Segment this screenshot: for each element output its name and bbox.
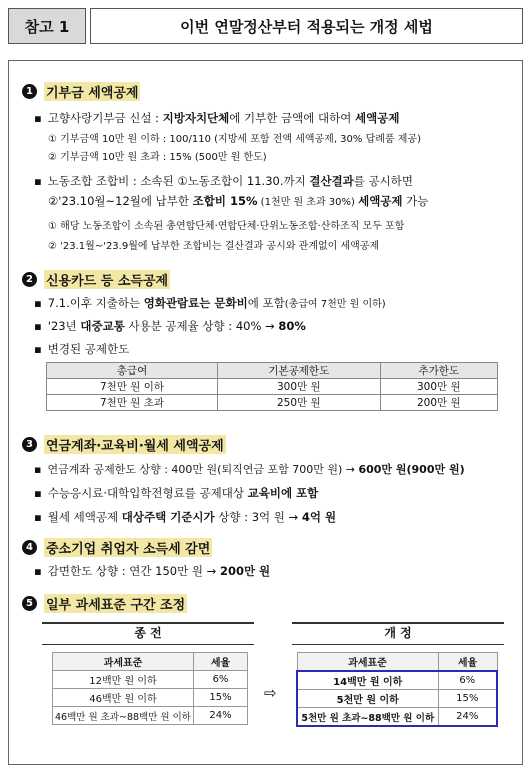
table-row: 46백만 원 초과~88백만 원 이하 24% [53,707,248,725]
sub-item: ① 기부금액 10만 원 이하 : 100/110 (지방세 포함 전액 세액공제, 30% 답례품 제공) [48,134,421,145]
section-4-heading [22,538,212,557]
bullet-union-dues: ▪ 노동조합 조합비 : 소속된 ①노동조합이 11.30.까지 결산결과를 공시하면 [34,174,413,188]
table-header: 과세표준 [297,653,438,672]
table-header: 세율 [438,653,497,672]
table-row: 12백만 원 이하 6% [53,671,248,689]
section-title: 연금계좌·교육비·월세 세액공제 [44,435,226,454]
table-header: 추가한도 [380,363,497,379]
section-number-badge: 4 [22,540,37,555]
section-number-badge: 5 [22,596,37,611]
section-title: 중소기업 취업자 소득세 감면 [44,538,212,557]
bullet-union-dues-line2: ②'23.10월~12월에 납부한 조합비 15% (1천만 원 초과 30%) 세액공제 가능 [48,194,429,208]
table-row: 46백만 원 이하 15% [53,689,248,707]
table-header: 세율 [194,653,248,671]
arrow-right-icon: ⇨ [264,684,277,702]
new-bracket-label: 개 정 [292,622,504,645]
section-number-badge: 1 [22,84,37,99]
section-number-badge: 2 [22,272,37,287]
section-3-heading [22,435,226,454]
old-bracket-label: 종 전 [42,622,254,645]
page-title: 이번 연말정산부터 적용되는 개정 세법 [90,8,523,44]
bullet-deduction-limit: ▪ 변경된 공제한도 [34,342,130,356]
sub-item: ② 기부금액 10만 원 초과 : 15% (500만 원 한도) [48,152,267,163]
bullet-public-transit: ▪ '23년 대중교통 사용분 공제율 상향 : 40% → 80% [34,319,306,333]
bullet-monthly-rent: ▪ 월세 세액공제 대상주택 기준시가 상향 : 3억 원 → 4억 원 [34,510,337,524]
section-2-heading [22,270,170,289]
section-5-heading [22,594,187,613]
table-header: 기본공제한도 [218,363,381,379]
bullet-sme-reduction: ▪ 감면한도 상향 : 연간 150만 원 → 200만 원 [34,564,271,578]
sub-item: ② '23.1월~'23.9월에 납부한 조합비는 결산결과 공시와 관계없이 세액공제 [48,241,380,252]
table-header: 과세표준 [53,653,194,671]
section-title: 일부 과세표준 구간 조정 [44,594,187,613]
table-header: 총급여 [47,363,218,379]
reference-label: 참고 1 [8,8,86,44]
section-number-badge: 3 [22,437,37,452]
section-title: 기부금 세액공제 [44,82,140,101]
bullet-hometown-donation: ▪ 고향사랑기부금 신설 : 지방자치단체에 기부한 금액에 대하여 세액공제 [34,111,400,125]
table-row: 5천만 원 초과~88백만 원 이하 24% [297,708,497,727]
bullet-movie-fee: ▪ 7.1.이후 지출하는 영화관람료는 문화비에 포함(총급여 7천만 원 이하) [34,296,386,310]
new-tax-bracket-table [296,652,498,727]
table-row: 7천만 원 이하 300만 원 300만 원 [47,379,498,395]
deduction-limit-table [46,362,498,411]
table-row: 14백만 원 이하 6% [297,671,497,690]
section-1-heading [22,82,140,101]
bullet-exam-fee: ▪ 수능응시료·대학입학전형료를 공제대상 교육비에 포함 [34,486,319,500]
table-row: 7천만 원 초과 250만 원 200만 원 [47,395,498,411]
table-row: 5천만 원 이하 15% [297,690,497,708]
sub-item: ① 해당 노동조합이 소속된 총연합단체·연합단체·단위노동조합·산하조직 모두 포함 [48,221,405,232]
section-title: 신용카드 등 소득공제 [44,270,170,289]
bullet-pension-account: ▪ 연금계좌 공제한도 상향 : 400만 원(퇴직연금 포함 700만 원) → 600만 원(900만 원) [34,463,465,476]
old-tax-bracket-table [52,652,248,725]
